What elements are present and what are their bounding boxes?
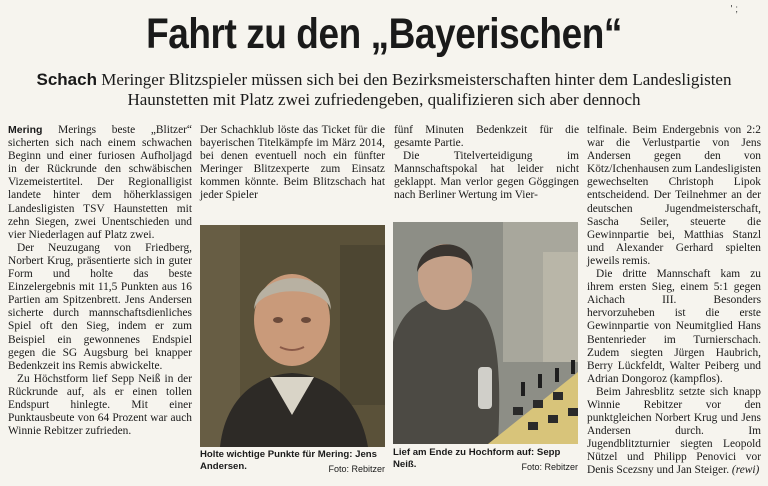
paragraph: Der Schachklub löste das Ticket für die bayerischen Titelkämpfe im März 2014, bei denen eventuell noch ein fünfter Meringer Blitzexperte zum Einsatz kommen könnte. Beim Blitzschach hat jeder Spieler [200,124,385,202]
article-column-2 [200,124,385,203]
paragraph: Die Titelverteidigung im Mannschaftspokal hat leider nicht geklappt. Man verlor gegen Göggingen nach Berliner Wertung im Vier- [394,150,579,202]
photo-illustration [200,225,385,447]
paragraph-text: Merings beste „Blitzer“ sicherten sich nach einem schwachen Beginn und einer furiosen Aufholjagd in der Rückrunde den schwäbischen Vizemeistertitel. Der Regionalligist landete hinter dem höherklassigen Landesligisten TSV Haunstetten mit zehn Siegen, zwei Unentschieden und vier Niederlagen auf Platz zwei. [8,124,192,241]
paragraph [8,124,192,242]
photo-credit: Foto: Rebitzer [328,464,385,474]
photo-credit: Foto: Rebitzer [521,462,578,472]
author-signoff: (rewi) [729,464,760,477]
article-column-3 [394,124,579,203]
corner-mark: ' ; [730,4,738,15]
caption-text: Lief am Ende zu Hochform auf: Sepp Neiß. [393,447,561,470]
subhead-text: Meringer Blitzspieler müssen sich bei den Bezirksmeisterschaften hinter dem Landesligisten Haunstetten mit Platz zwei zufriedengeben, qualifizieren sich aber dennoch [96,70,732,109]
caption-text: Holte wichtige Punkte für Mering: Jens Andersen. [200,449,377,472]
paragraph: fünf Minuten Bedenkzeit für die gesamte Partie. [394,124,579,150]
paragraph: Der Neuzugang von Friedberg, Norbert Krug, präsentierte sich in guter Form und holte das beste Einzelergebnis mit 11,5 Punkten aus 16 Partien am Spitzenbrett. Jens Andersen sicherte durch mannschaftsdienliches Spiel oft den Sieg, indem er zum Beispiel ein gewonnenes Endspiel gegen die SG Augsburg bei knapper Bedenkzeit ins Remis abwickelte. [8,241,192,372]
photo-caption [393,447,578,473]
subhead-kicker: Schach [36,70,97,89]
photo-sepp-neiss [393,222,578,444]
photo-illustration [393,222,578,444]
paragraph: Zu Höchstform lief Sepp Neiß in der Rückrunde auf, als er einen tollen Endspurt hinlegte. Mit einer Punktausbeute von 64 Prozent war auch Winnie Rebitzer zufrieden. [8,372,192,438]
photo-caption [200,449,385,475]
article-column-1 [8,124,192,438]
photo-jens-andersen [200,225,385,447]
paragraph: Die dritte Mannschaft kam zu ihrem ersten Sieg, einem 5:1 gegen Aichach III. Besonders hervorzuheben ist die erste Gewinnpartie von Neumitglied Hans Bentenrieder im Turnierschach. Zudem siegten Jürgen Haubrich, Berry Lückfeldt, Walter Peiberg und Adrian Dongoroz (kampflos). [587,268,761,385]
paragraph [587,386,761,478]
paragraph-text: Beim Jahresblitz setzte sich knapp Winnie Rebitzer vor den punktgleichen Norbert Krug und Jens Andersen durch. Im Jugendblitzturnier siegten Leopold Nützel und Philipp Penovici vor Denis Scezsny und Jan Steiger. [587,385,761,477]
dateline: Mering [8,124,43,136]
article-column-4 [587,124,761,478]
headline: Fahrt zu den „Bayerischen“ [146,10,622,58]
subheadline [0,70,768,110]
paragraph: telfinale. Beim Endergebnis von 2:2 war die Verlustpartie von Jens Andersen gegen den von Kötz/Ichenhausen zum Landesligisten gewechselten Christoph Lipok entscheidend. Der Teilnehmer an der deutschen Jugendmeisterschaft, Sascha Seiler, steuerte die Gewinnpartie bei, Matthias Stanzl und Alexander Gerhard spielten jeweils remis. [587,124,761,267]
